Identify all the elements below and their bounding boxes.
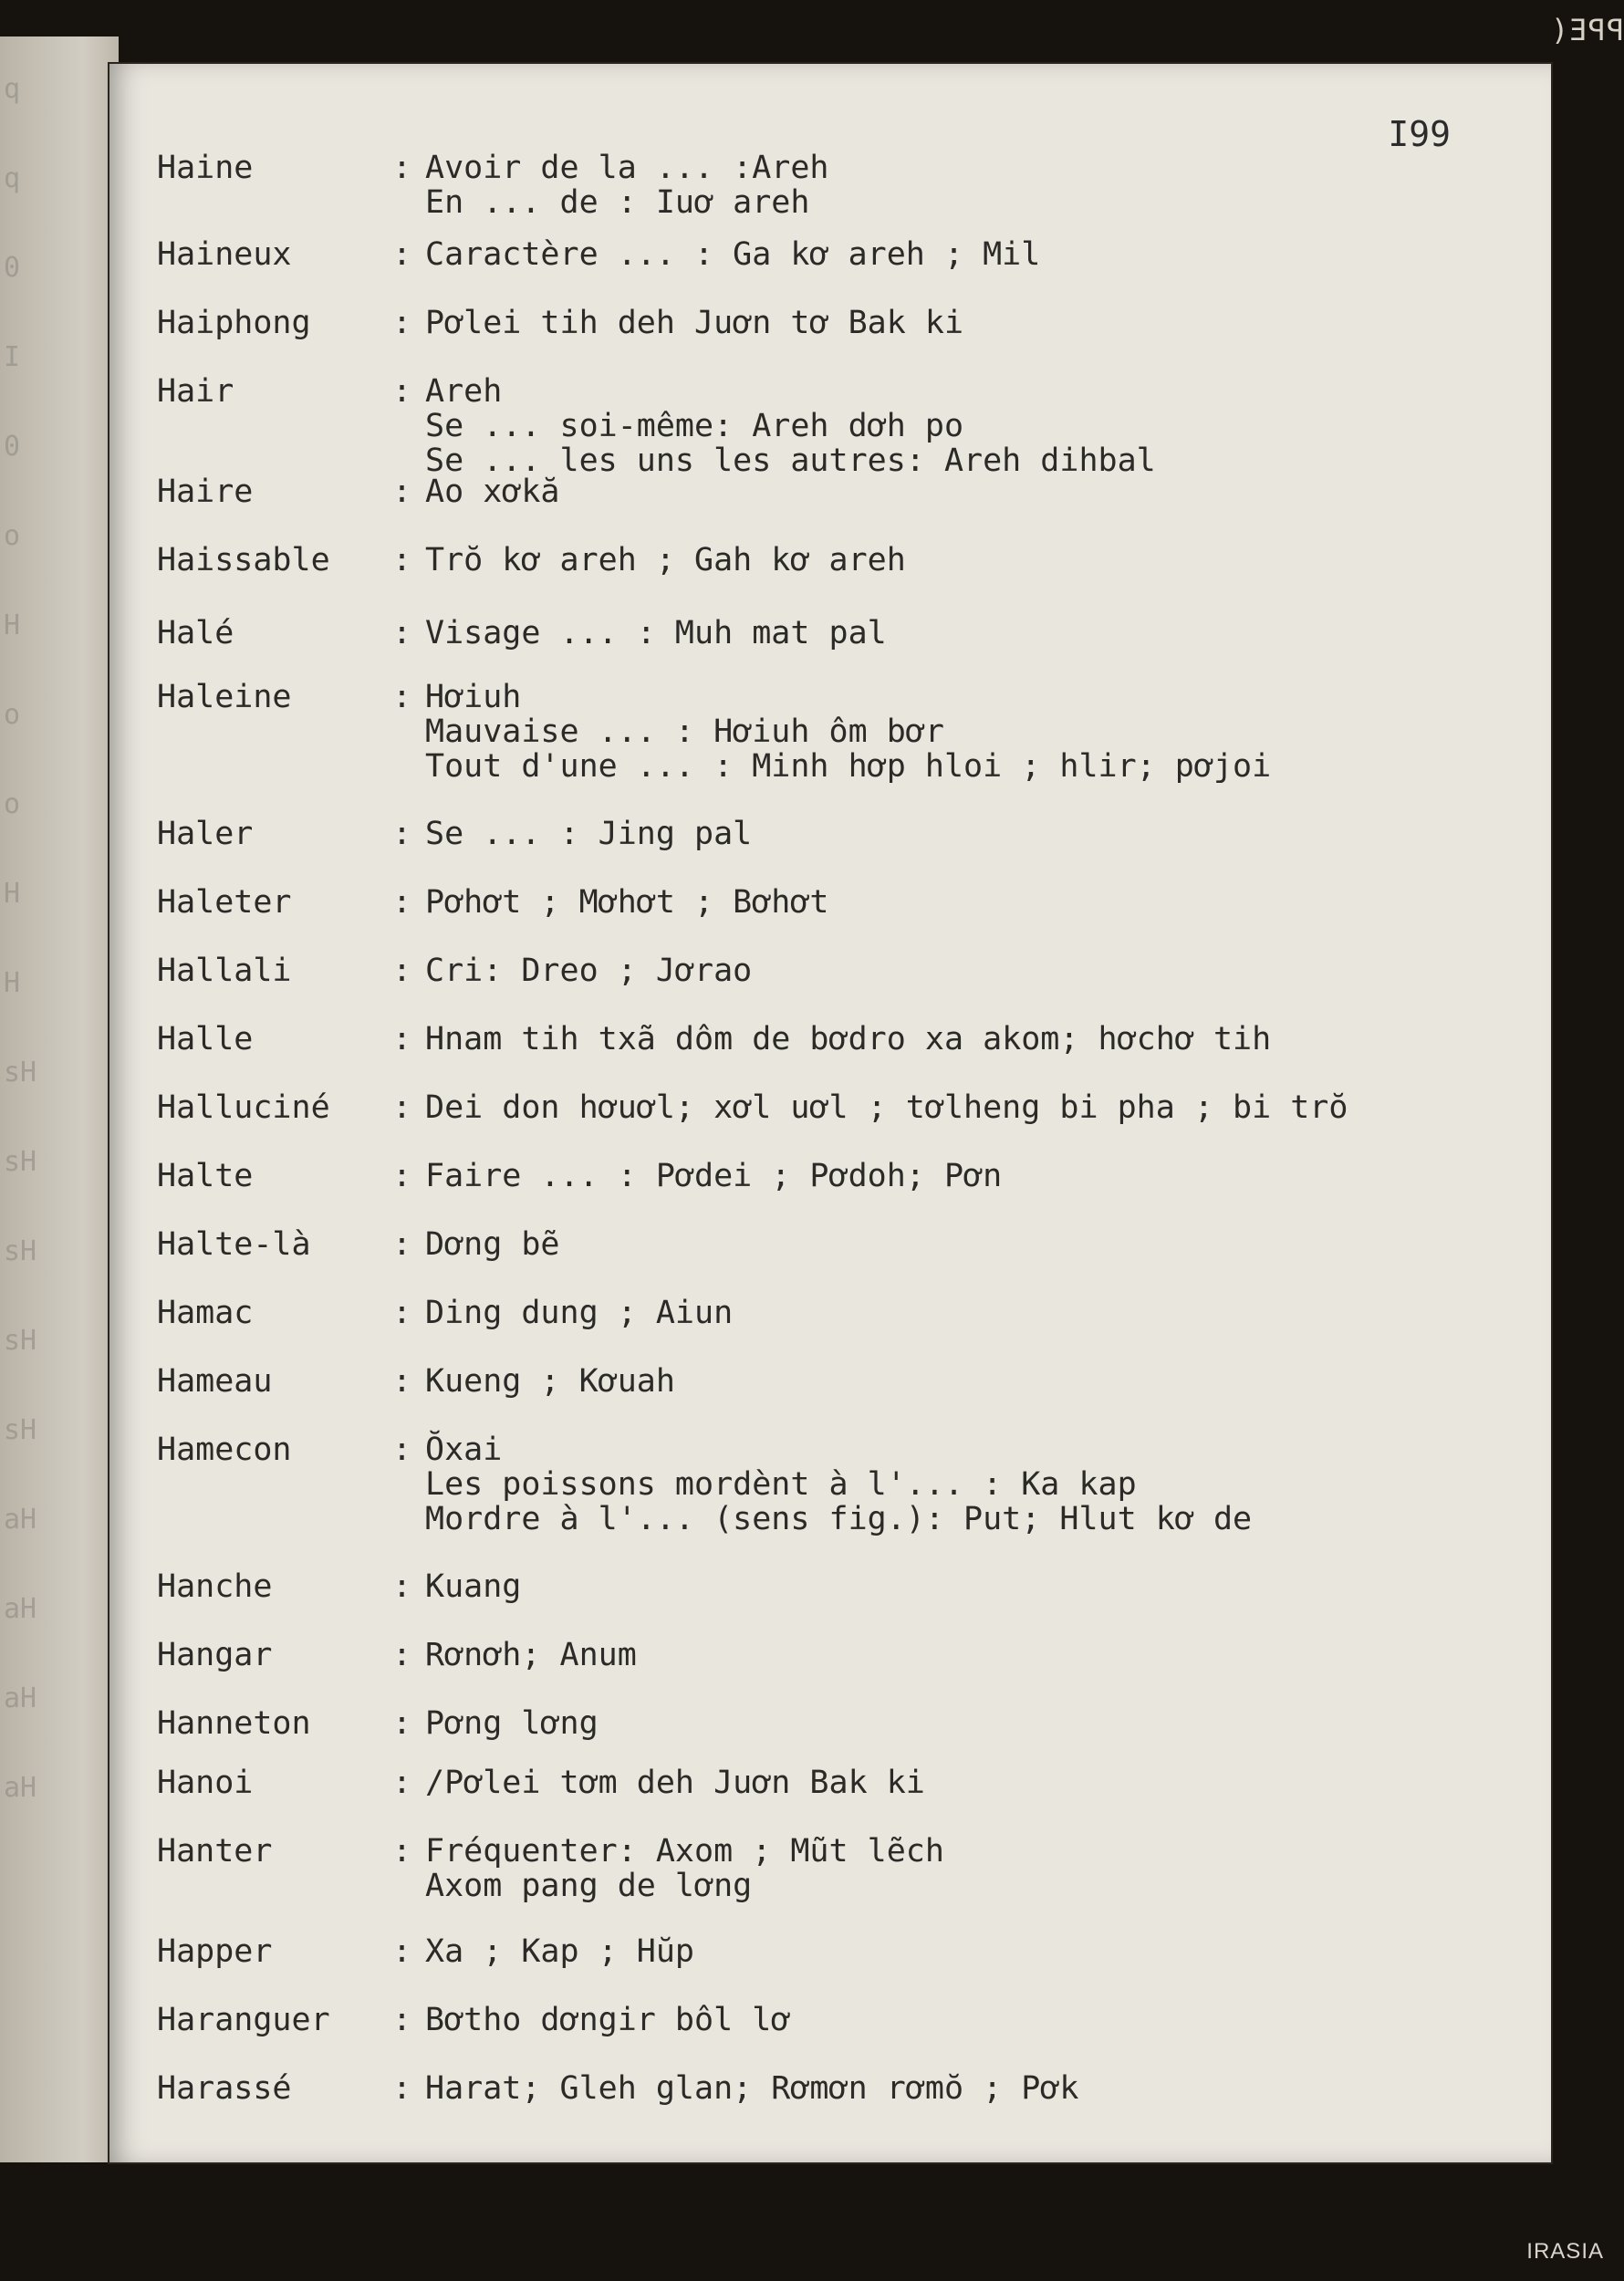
headword: Haine <box>157 150 254 186</box>
entry-separator: : <box>392 1226 412 1263</box>
previous-page-fragment: o <box>4 699 21 731</box>
definition-line: Se ... les uns les autres: Areh dihbal <box>425 443 1156 479</box>
definition-block <box>425 306 963 340</box>
entry-separator: : <box>392 1432 412 1468</box>
entry-separator: : <box>392 1158 412 1194</box>
previous-page-fragment: aH <box>4 1593 37 1625</box>
headword: Haiphong <box>157 305 311 341</box>
definition-block <box>425 1432 1252 1536</box>
definition-line: Axom pang de lơng <box>425 1868 753 1904</box>
definition-block <box>425 616 887 651</box>
entry-separator: : <box>392 2070 412 2107</box>
definition-block <box>425 2071 1078 2106</box>
definition-block <box>425 680 1271 784</box>
entry-separator: : <box>392 373 412 410</box>
definition-block <box>425 1227 560 1262</box>
definition-line: Se ... : Jing pal <box>425 816 753 852</box>
definition-block <box>425 1364 675 1399</box>
previous-page-fragment: H <box>4 967 21 999</box>
definition-block <box>425 1090 1348 1125</box>
headword: Haissable <box>157 542 330 578</box>
entry-separator: : <box>392 2002 412 2038</box>
headword: Halte <box>157 1158 254 1194</box>
previous-page-fragment: 0 <box>4 431 21 463</box>
definition-block <box>425 1765 925 1800</box>
entry-separator: : <box>392 1295 412 1331</box>
definition-line: Cri: Dreo ; Jơrao <box>425 953 753 989</box>
definition-line: Fréquenter: Axom ; Mũt lẽch <box>425 1833 944 1870</box>
previous-page-fragment: sH <box>4 1146 37 1178</box>
entry-separator: : <box>392 1833 412 1870</box>
previous-page-edge <box>0 36 119 2162</box>
headword: Hamecon <box>157 1432 292 1468</box>
headword: Halle <box>157 1021 254 1057</box>
previous-page-fragment: q <box>4 73 21 105</box>
definition-block <box>425 1934 694 1969</box>
definition-block <box>425 1834 944 1903</box>
definition-block <box>425 1638 637 1672</box>
previous-page-fragment: q <box>4 162 21 194</box>
definition-line: En ... de : Iuơ areh <box>425 184 810 221</box>
previous-page-fragment: o <box>4 520 21 552</box>
headword: Halte-là <box>157 1226 311 1263</box>
previous-page-fragment: aH <box>4 1772 37 1804</box>
definition-line: Harat; Gleh glan; Rơmơn rơmŏ ; Pơk <box>425 2070 1079 2107</box>
headword: Hallali <box>157 953 292 989</box>
previous-page-fragment: 0 <box>4 252 21 284</box>
entry-separator: : <box>392 1637 412 1673</box>
headword: Hangar <box>157 1637 273 1673</box>
definition-block <box>425 1706 599 1741</box>
entry-separator: : <box>392 1705 412 1742</box>
entry-separator: : <box>392 1021 412 1057</box>
definition-line: Pơng lơng <box>425 1705 599 1742</box>
definition-block <box>425 1022 1271 1057</box>
entry-separator: : <box>392 305 412 341</box>
entry-separator: : <box>392 816 412 852</box>
previous-page-fragment: H <box>4 878 21 910</box>
entry-separator: : <box>392 1933 412 1970</box>
definition-line: Dơng bẽ <box>425 1226 560 1263</box>
headword: Harassé <box>157 2070 292 2107</box>
definition-line: Bơtho dơngir bôl lơ <box>425 2002 791 2038</box>
headword: Hamac <box>157 1295 254 1331</box>
definition-line: Dei don hơuơl; xơl uơl ; tơlheng bi pha ; bi trŏ <box>425 1089 1348 1126</box>
definition-line: Caractère ... : Ga kơ areh ; Mil <box>425 236 1041 273</box>
definition-line: Pơhơt ; Mơhơt ; Bơhơt <box>425 884 829 921</box>
definition-line: Rơnơh; Anum <box>425 1637 637 1673</box>
definition-line: Ding dung ; Aiun <box>425 1295 734 1331</box>
entry-separator: : <box>392 1363 412 1400</box>
definition-block <box>425 953 752 988</box>
headword: Haleine <box>157 679 292 715</box>
headword: Haleter <box>157 884 292 921</box>
definition-line: /Pơlei tơm deh Juơn Bak ki <box>425 1765 925 1801</box>
entry-separator: : <box>392 474 412 510</box>
definition-line: Pơlei tih deh Juơn tơ Bak ki <box>425 305 964 341</box>
definition-block <box>425 1569 521 1604</box>
entry-separator: : <box>392 1568 412 1605</box>
headword: Halé <box>157 615 234 651</box>
headword: Hameau <box>157 1363 273 1400</box>
headword: Haire <box>157 474 254 510</box>
previous-page-fragment: aH <box>4 1504 37 1536</box>
definition-line: Avoir de la ... :Areh <box>425 150 829 186</box>
watermark: IRASIA <box>1526 2239 1604 2264</box>
definition-line: Ŏxai <box>425 1432 503 1468</box>
headword: Hair <box>157 373 234 410</box>
entry-separator: : <box>392 150 412 186</box>
definition-block <box>425 1296 733 1330</box>
previous-page-fragment: I <box>4 341 21 373</box>
entry-separator: : <box>392 236 412 273</box>
entry-separator: : <box>392 1089 412 1126</box>
definition-line: Tout d'une ... : Minh hơp hloi ; hlir; pơjoi <box>425 748 1272 785</box>
headword: Haineux <box>157 236 292 273</box>
entry-separator: : <box>392 542 412 578</box>
definition-line: Areh <box>425 373 503 410</box>
definition-block <box>425 817 752 851</box>
headword: Halluciné <box>157 1089 330 1126</box>
headword: Haler <box>157 816 254 852</box>
definition-line: Mauvaise ... : Hơiuh ôm bơr <box>425 713 944 750</box>
previous-page-fragment: H <box>4 609 21 641</box>
entry-separator: : <box>392 884 412 921</box>
definition-line: Les poissons mordènt à l'... : Ka kap <box>425 1466 1137 1503</box>
entry-separator: : <box>392 679 412 715</box>
headword: Haranguer <box>157 2002 330 2038</box>
headword: Hanneton <box>157 1705 311 1742</box>
definition-line: Ao xơkă <box>425 474 560 510</box>
entry-separator: : <box>392 953 412 989</box>
previous-page-fragment: sH <box>4 1325 37 1357</box>
entry-separator: : <box>392 615 412 651</box>
previous-page-fragment: sH <box>4 1057 37 1088</box>
previous-page-fragment: sH <box>4 1235 37 1267</box>
previous-page-fragment: aH <box>4 1682 37 1714</box>
definition-block <box>425 237 1040 272</box>
headword: Hanter <box>157 1833 273 1870</box>
definition-line: Kuang <box>425 1568 522 1605</box>
definition-block <box>425 474 560 509</box>
definition-line: Kueng ; Kơuah <box>425 1363 675 1400</box>
definition-line: Trŏ kơ areh ; Gah kơ areh <box>425 542 906 578</box>
definition-block <box>425 2003 790 2037</box>
definition-line: Xa ; Kap ; Hŭp <box>425 1933 695 1970</box>
definition-line: Se ... soi-même: Areh dơh po <box>425 408 964 444</box>
previous-page-fragment: sH <box>4 1414 37 1446</box>
edge-stamp: PPE( <box>1549 13 1624 47</box>
previous-page-fragment: o <box>4 788 21 820</box>
entry-separator: : <box>392 1765 412 1801</box>
page-number: I99 <box>1388 114 1451 154</box>
definition-line: Hơiuh <box>425 679 522 715</box>
headword: Hanche <box>157 1568 273 1605</box>
definition-block <box>425 543 906 578</box>
definition-block <box>425 885 829 920</box>
dictionary-page <box>109 64 1551 2162</box>
headword: Hanoi <box>157 1765 254 1801</box>
definition-block <box>425 1159 1002 1193</box>
definition-block <box>425 151 829 220</box>
definition-line: Mordre à l'... (sens fig.): Put; Hlut kơ de <box>425 1501 1253 1537</box>
definition-line: Visage ... : Muh mat pal <box>425 615 887 651</box>
definition-block <box>425 374 1156 478</box>
headword: Happer <box>157 1933 273 1970</box>
definition-line: Faire ... : Pơdei ; Pơdoh; Pơn <box>425 1158 1003 1194</box>
definition-line: Hnam tih txã dôm de bơdro xa akom; hơchơ tih <box>425 1021 1272 1057</box>
